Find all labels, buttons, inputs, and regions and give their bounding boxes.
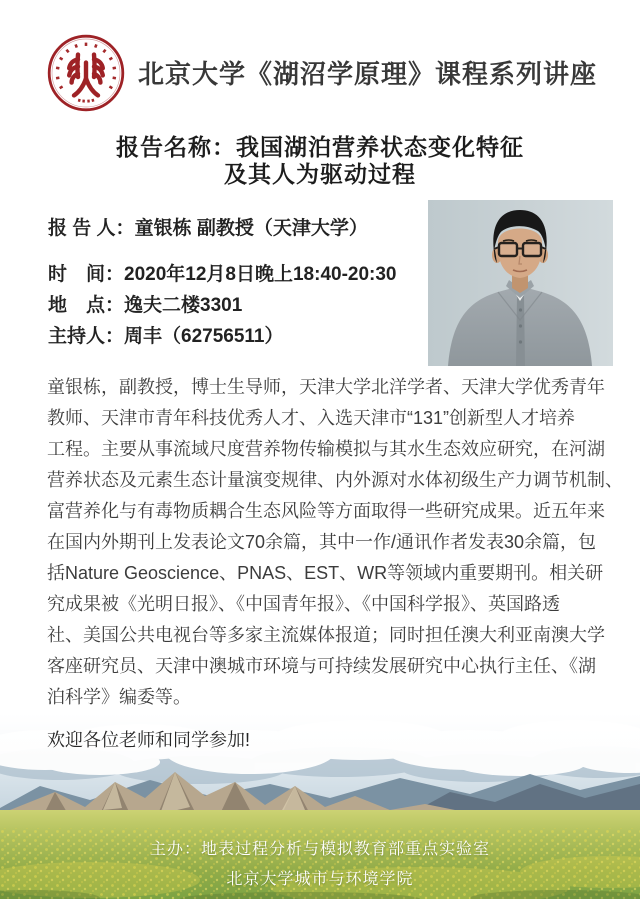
bio-line: 富营养化与有毒物质耦合生态风险等方面取得一些研究成果。近五年来 (47, 501, 605, 521)
bio-line: 客座研究员、天津中澳城市环境与可持续发展研究中心执行主任、《湖 (47, 656, 596, 676)
series-title: 北京大学《湖沼学原理》课程系列讲座 (138, 59, 598, 89)
host-value: 周丰（62756511） (124, 326, 284, 347)
bio-line: 究成果被《光明日报》、《中国青年报》、《中国科学报》、英国路透 (47, 594, 560, 614)
report-title-line1: 报告名称：我国湖泊营养状态变化特征 (116, 134, 524, 160)
report-title (0, 134, 640, 188)
host-row (48, 325, 284, 349)
location-row (48, 294, 242, 318)
host-label: 主持人： (48, 326, 125, 347)
speaker-label: 报 告 人： (48, 218, 135, 239)
bio-line: 工程。主要从事流域尺度营养物传输模拟与其水生态效应研究，在河湖 (47, 439, 605, 459)
pku-seal-icon (46, 30, 126, 116)
time-value: 2020年12月8日晚上18:40-20:30 (124, 264, 397, 285)
bio-line: 童银栋，副教授，博士生导师，天津大学北洋学者、天津大学优秀青年 (47, 377, 605, 397)
speaker-bio (47, 372, 627, 713)
speaker-row (48, 217, 368, 241)
welcome-note: 欢迎各位老师和同学参加! (47, 730, 250, 750)
speaker-photo (428, 200, 613, 366)
organizer-line1: 主办：地表过程分析与模拟教育部重点实验室 (149, 841, 490, 858)
bio-line: 括Nature Geoscience、PNAS、EST、WR等领域内重要期刊。相关研 (47, 563, 604, 583)
bio-line: 社、美国公共电视台等多家主流媒体报道；同时担任澳大利亚南澳大学 (47, 625, 605, 645)
bio-line: 在国内外期刊上发表论文70余篇，其中一作/通讯作者发表30余篇，包 (47, 532, 597, 552)
organizer-line2: 北京大学城市与环境学院 (226, 871, 414, 888)
bio-line: 泊科学》编委等。 (47, 687, 191, 707)
report-title-line2: 及其人为驱动过程 (224, 161, 416, 187)
location-label: 地 点： (48, 295, 125, 316)
bio-line: 教师、天津市青年科技优秀人才、入选天津市“131”创新型人才培养 (47, 408, 576, 428)
bio-line: 营养状态及元素生态计量演变规律、内外源对水体初级生产力调节机制、 (47, 470, 623, 490)
time-row (48, 263, 397, 287)
speaker-value: 童银栋 副教授（天津大学） (134, 218, 368, 239)
time-label: 时 间： (48, 264, 125, 285)
location-value: 逸夫二楼3301 (124, 295, 243, 316)
